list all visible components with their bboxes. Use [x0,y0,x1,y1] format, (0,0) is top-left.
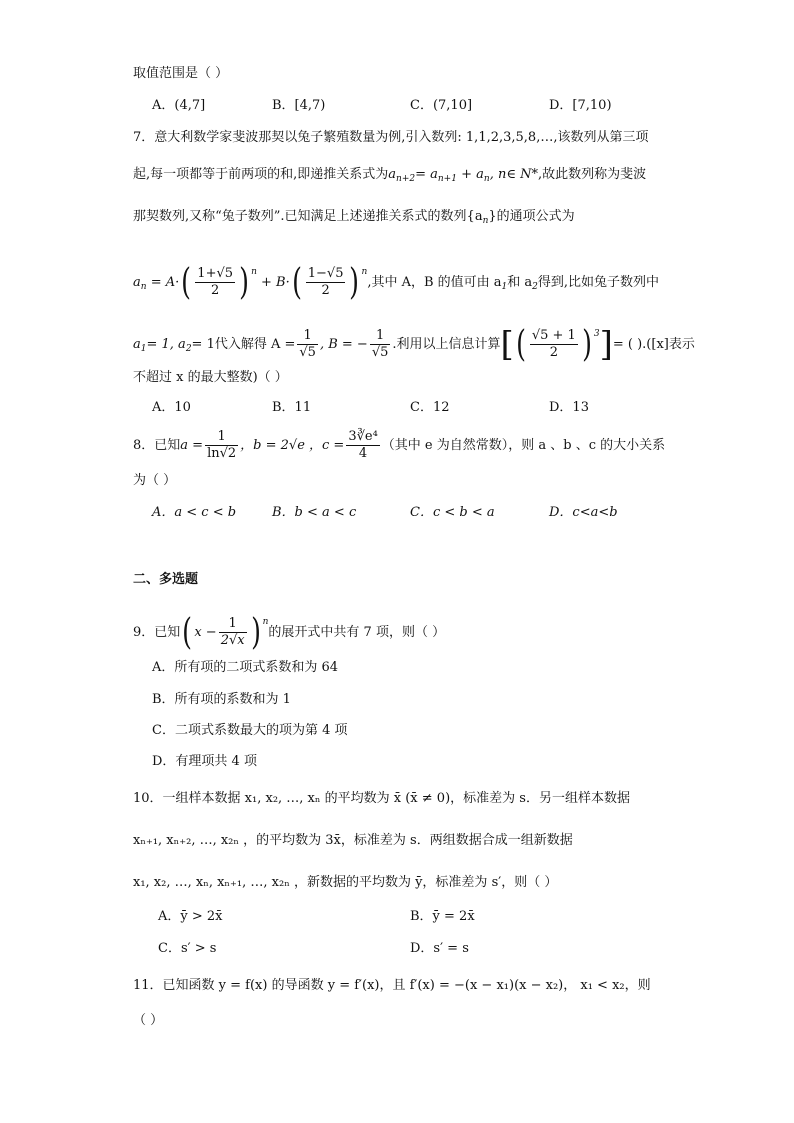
q6-option-c: C．(7,10] [410,98,473,113]
q8-line1 [133,426,665,466]
q8-intro: 8．已知 [133,438,181,453]
q7-line4-text-d: ,其中 A，B 的值可由 a [367,275,502,290]
q9-intro: 9．已知 [133,625,181,640]
q8-a-eq: a = [180,438,204,453]
q11-line2: （ ） [133,1013,164,1028]
section-heading-multi-choice: 二、多选题 [133,572,199,587]
q8-option-d: D．c<a<b [549,505,618,520]
q7-compute-text: .利用以上信息计算 [392,337,501,352]
q7-frac-plus-den: 2 [211,283,220,298]
q6-option-a: A．(4,7] [152,98,206,113]
q10-option-c: C．s′ > s [158,941,217,956]
q8-line2: 为（ ） [133,473,177,488]
q9-expr-den: 2√x [220,633,245,648]
q7-line6: 不超过 x 的最大整数)（ ） [133,370,288,385]
q9-option-c: C．二项式系数最大的项为第 4 项 [152,723,348,738]
q7-frac-minus-num: 1−√5 [307,266,344,281]
q7-an: a [133,275,141,290]
q10-line1: 10．一组样本数据 x₁, x₂, …, xₙ 的平均数为 x̄ (x̄ ≠ 0)，标准差为 s．另一组样本数据 [133,791,630,806]
q10-option-b: B．ȳ = 2x̄ [410,909,475,924]
q9-option-b: B．所有项的系数和为 1 [152,692,291,707]
q7-compute-line: $a_1= 1$, $a_2= 1$代入解得 A = $\frac{1}{√5}$ , B = − $\frac{1}{√5}$ .利用以上信息计算[( $\frac{√5 + 1}{2}$ ) $^3$]= ( ).([x]表示 [133,323,695,365]
q7-option-b: B．11 [272,400,312,415]
q9-expr-x: x − [194,625,217,640]
q7-compute-tail: = ( ).([x]表示 [612,337,695,352]
q7-option-d: D．13 [549,400,589,415]
q9-pow-n: n [262,617,269,627]
q7-solve-A: = 1代入解得 A = [191,337,296,352]
q9-tail: 的展开式中共有 7 项，则（ ） [268,625,446,640]
q9-option-d: D．有理项共 4 项 [152,754,257,769]
q8-option-c: C．c < b < a [410,505,495,520]
q7-golden-num: √5 + 1 [531,328,576,343]
q7-a2: = 1, a [146,337,186,352]
q6-tail-text: 取值范围是（ ） [133,66,229,81]
q7-solve-B: , B = − [319,337,368,352]
q6-option-d: D．[7,10) [549,98,612,113]
q9-line1: 9．已知( x − $\frac{1}{2√x}$ ) $^n$的展开式中共有 7 项，则（ ） [133,611,446,653]
q7-pow-3: 3 [593,329,600,339]
q6-option-b: B．[4,7) [272,98,326,113]
q7-line3: 那契数列,又称“兔子数列”.已知满足上述递推关系式的数列$\{a_n\}$的通项公式为 [133,209,575,226]
q7-recur-eq: = a [415,167,438,182]
q7-line1: 7．意大利数学家斐波那契以兔子繁殖数量为例,引入数列: 1,1,2,3,5,8,…,该数列从第三项 [133,130,649,145]
q11-line1: 11．已知函数 y = f(x) 的导函数 y = f′(x)，且 f′(x) = −(x − x₁)(x − x₂)， x₁ < x₂，则 [133,978,651,993]
q7-recur-a: a [388,167,397,182]
q8-a-num: 1 [205,429,238,446]
q10-option-d: D．s′ = s [410,941,469,956]
q8-a-den: ln√2 [207,446,237,461]
q7-frac-minus-den: 2 [321,283,330,298]
q7-golden-den: 2 [549,345,558,360]
q7-A-coef: = A· [146,275,180,290]
q7-pow-n-2: n [361,267,368,277]
q7-B-den: √5 [371,345,389,360]
q7-option-a: A．10 [152,400,191,415]
q7-line4-text-f: 得到,比如兔子数列中 [537,275,660,290]
q7-line2: 起,每一项都等于前两项的和,即递推关系式为$a_{n+2}= a_{n+1} + a_n$, n∈ N*,故此数列称为斐波 [133,167,647,184]
q7-A-num: 1 [297,328,318,345]
q9-expr-num: 1 [219,616,247,633]
q7-a1: a [133,337,141,352]
q8-b-eq: ，b = 2√e ，c = [240,438,345,453]
q8-c-num: 3∛e⁴ [348,429,378,444]
q8-tail: （其中 e 为自然常数），则 a 、b 、c 的大小关系 [381,438,666,453]
q7-line2-text-f: ,故此数列称为斐波 [537,167,647,182]
q9-option-a: A．所有项的二项式系数和为 64 [152,660,339,675]
q7-A-den: √5 [299,345,316,360]
q7-B-coef: + B· [256,275,290,290]
q8-option-a: A．a < c < b [152,505,237,520]
q7-option-c: C．12 [410,400,450,415]
q7-pow-n-1: n [251,267,257,277]
q7-formula-line: $a_n = A\cdot$( $\frac{1+√5}{2}$ ) $^n$ + B·( $\frac{1-√5}{2}$ ) $^n$,其中 A，B 的值可由 $a_1$和 $a_2$得到,比如兔子数列中 [133,261,660,303]
q10-line3: x₁, x₂, …, xₙ, xₙ₊₁, …, x₂ₙ ，新数据的平均数为 ȳ，标准差为 s′，则（ ） [133,875,558,890]
q8-c-den: 4 [358,446,368,461]
q8-option-b: B．b < a < c [272,505,357,520]
q7-line3-text-b: }的通项公式为 [488,209,575,224]
q7-frac-plus-num: 1+√5 [197,266,234,281]
q7-line2-text-a: 起,每一项都等于前两项的和,即递推关系式为 [133,167,389,182]
q7-B-num: 1 [370,328,391,345]
q7-line4-text-e: 和 a [507,275,533,290]
q10-option-a: A．ȳ > 2x̄ [158,909,223,924]
q7-recur-plus: + a [456,167,484,182]
q7-recur-domain: , n∈ N* [489,167,538,182]
q7-line3-text: 那契数列,又称“兔子数列”.已知满足上述递推关系式的数列{a [133,209,483,224]
q10-line2: xₙ₊₁, xₙ₊₂, …, x₂ₙ ，的平均数为 3x̄，标准差为 s．两组数据合成一组新数据 [133,833,573,848]
